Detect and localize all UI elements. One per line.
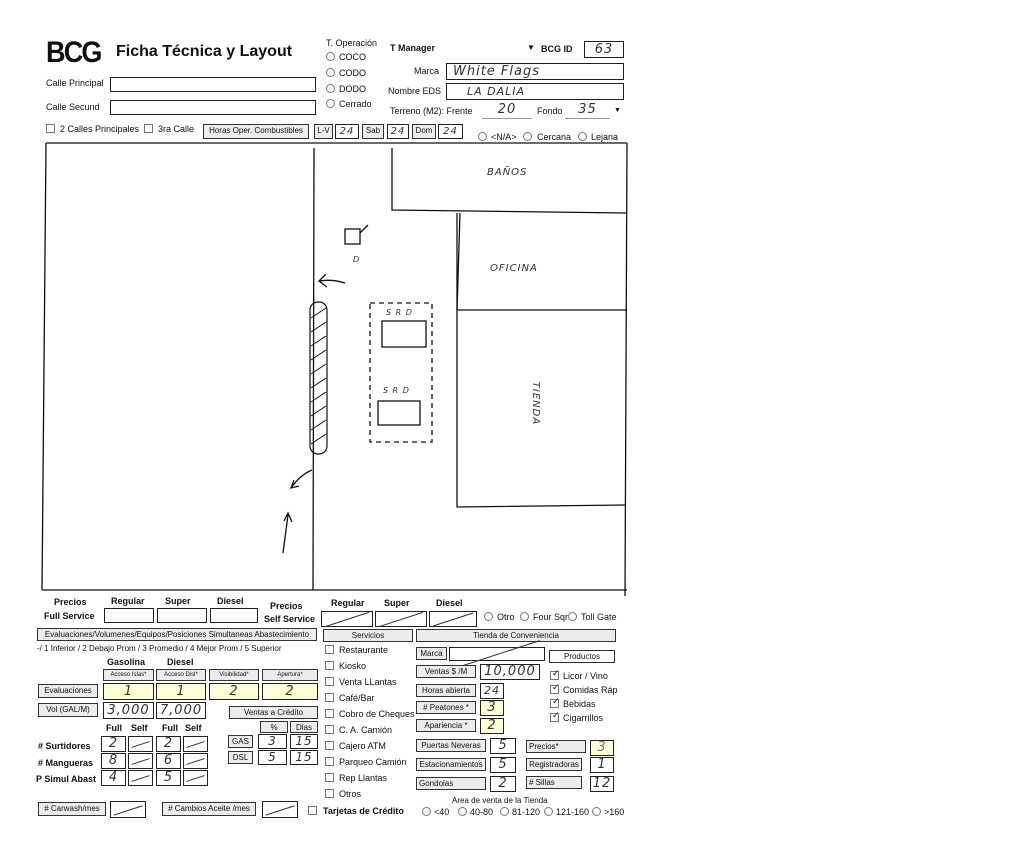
- full-service-label: Full Service: [44, 611, 95, 621]
- fondo-dropdown-icon[interactable]: ▼: [614, 107, 621, 114]
- hatched-island: [310, 302, 327, 454]
- self-super-header: Super: [384, 598, 410, 608]
- otro-label: Otro: [497, 612, 515, 622]
- vol-label: Vol (GAL/M): [38, 703, 98, 717]
- cambios-aceite-field[interactable]: [262, 801, 298, 818]
- gondolas-field[interactable]: 2: [490, 776, 516, 792]
- eval-acceso-disl[interactable]: 1: [156, 683, 206, 700]
- evaluaciones-header: Evaluaciones/Volumenes/Equipos/Posiciones Simultaneas Abastecimiento: [37, 628, 317, 641]
- calle-secund-label: Calle Secund: [46, 102, 100, 112]
- acceso-islas-header: Acceso Islas*: [103, 669, 154, 681]
- servicio-checkbox[interactable]: [325, 709, 334, 718]
- terreno-label: Terreno (M2): Frente: [390, 106, 473, 116]
- mangueras-label: # Mangueras: [38, 758, 94, 768]
- evaluation-scale: -/ 1 Inferior / 2 Debajo Prom / 3 Promedio / 4 Mejor Prom / 5 Superior: [37, 644, 282, 653]
- area-option-label: 121-160: [556, 807, 590, 817]
- self-precios-label: Precios: [270, 601, 303, 611]
- servicios-header: Servicios: [323, 629, 413, 642]
- credito-gas-pct[interactable]: 3: [258, 734, 287, 749]
- tienda-header: Tienda de Conveniencia: [416, 629, 616, 642]
- producto-label: Cigarrillos: [563, 713, 604, 723]
- area-radio[interactable]: [500, 807, 509, 816]
- area-option-label: <40: [434, 807, 450, 817]
- surtidores-dsl-full[interactable]: 2: [156, 736, 181, 752]
- surtidores-gas-self[interactable]: [128, 736, 153, 752]
- carwash-field[interactable]: [110, 801, 146, 818]
- simul-gas-self[interactable]: [128, 770, 153, 786]
- dom-hours-field[interactable]: 24: [438, 124, 463, 139]
- self-regular-header: Regular: [331, 598, 365, 608]
- area-radio[interactable]: [458, 807, 467, 816]
- t-manager-label: T Manager: [390, 43, 436, 53]
- operacion-title: T. Operación: [326, 38, 378, 48]
- area-option-label: 81-120: [512, 807, 541, 817]
- precios-label: Precios: [54, 597, 87, 607]
- gas-full-header: Full: [106, 723, 122, 733]
- servicio-checkbox[interactable]: [325, 661, 334, 670]
- page-title: Ficha Técnica y Layout: [116, 43, 293, 60]
- diesel-eval-header: Diesel: [167, 657, 194, 667]
- lv-hours-field[interactable]: 24: [335, 124, 359, 139]
- toll-gate-radio[interactable]: [568, 612, 577, 621]
- self-regular-price[interactable]: [321, 611, 373, 627]
- servicio-checkbox[interactable]: [325, 757, 334, 766]
- dsl-self-header: Self: [185, 723, 202, 733]
- otro-radio[interactable]: [484, 612, 493, 621]
- bcg-logo: BCG: [46, 36, 101, 69]
- island-2-label: S R D: [383, 386, 410, 395]
- producto-checkbox[interactable]: ✓: [552, 668, 560, 678]
- mangueras-gas-self[interactable]: [128, 753, 153, 769]
- estacionamientos-field[interactable]: 5: [490, 757, 516, 773]
- precios-tienda-field[interactable]: 3: [590, 740, 614, 756]
- fondo-field[interactable]: 35: [565, 102, 610, 119]
- mangueras-gas-full[interactable]: 8: [101, 753, 126, 769]
- calles-principales-label: 2 Calles Principales: [60, 124, 140, 134]
- bcg-id-label: BCG ID: [541, 44, 573, 54]
- gas-self-header: Self: [131, 723, 148, 733]
- vol-diesel[interactable]: 7,000: [156, 702, 206, 719]
- servicio-checkbox[interactable]: [325, 725, 334, 734]
- servicio-label: Parqueo Camión: [339, 757, 407, 767]
- cerrado-label: Cerrado: [339, 99, 372, 109]
- self-diesel-header: Diesel: [436, 598, 463, 608]
- servicio-checkbox[interactable]: [325, 677, 334, 686]
- producto-label: Comidas Ráp: [563, 685, 618, 695]
- full-super-price[interactable]: [157, 608, 207, 623]
- na-label: <N/A>: [491, 132, 517, 142]
- oficina-outline: [457, 213, 627, 310]
- servicio-label: Cobro de Cheques: [339, 709, 415, 719]
- fondo-label: Fondo: [537, 106, 563, 116]
- oficina-label: OFICINA: [490, 263, 538, 274]
- area-option-label: 40-80: [470, 807, 494, 817]
- sab-hours-field[interactable]: 24: [387, 124, 409, 139]
- horas-abierta-label: Horas abierta: [416, 684, 476, 697]
- acceso-disl-header: Acceso Disl*: [156, 669, 206, 681]
- simul-gas-full[interactable]: 4: [101, 770, 126, 786]
- simul-dsl-self[interactable]: [183, 770, 208, 786]
- estacionamientos-label: Estacionamientos: [416, 758, 486, 771]
- surtidores-label: # Surtidores: [38, 741, 91, 751]
- area-radio[interactable]: [544, 807, 553, 816]
- servicio-label: C. A. Camión: [339, 725, 393, 735]
- eval-visibilidad[interactable]: 2: [209, 683, 259, 700]
- producto-checkbox[interactable]: ✓: [552, 710, 560, 720]
- banos-label: BAÑOS: [487, 167, 528, 178]
- tercera-calle-label: 3ra Calle: [158, 124, 195, 134]
- gasolina-header: Gasolina: [107, 657, 146, 667]
- servicio-checkbox[interactable]: [325, 645, 334, 654]
- pump-island-area: [370, 303, 432, 442]
- frente-field[interactable]: 20: [482, 102, 532, 119]
- area-radio[interactable]: [422, 807, 431, 816]
- apariencia-label: Apariencia *: [416, 719, 476, 732]
- layout-right-border: [625, 143, 627, 596]
- simul-abast-label: P Simul Abast: [36, 774, 97, 784]
- servicio-label: Otros: [339, 789, 362, 799]
- sillas-field[interactable]: 12: [590, 776, 614, 792]
- servicio-label: Restaurante: [339, 645, 389, 655]
- toll-gate-label: Toll Gate: [581, 612, 617, 622]
- flow-arrow-2: [291, 470, 312, 488]
- credito-gas-dias[interactable]: 15: [290, 734, 318, 749]
- producto-checkbox[interactable]: ✓: [552, 682, 560, 692]
- island-1-label: S R D: [386, 308, 413, 317]
- banos-outline: [392, 148, 627, 213]
- servicio-label: Rep Llantas: [339, 773, 388, 783]
- pct-header: %: [260, 721, 288, 733]
- pump-island-2: [378, 401, 420, 425]
- mangueras-dsl-full[interactable]: 6: [156, 753, 181, 769]
- lejana-label: Lejana: [591, 132, 619, 142]
- tienda-label: TIENDA: [530, 381, 542, 426]
- marca-label: Marca: [414, 66, 440, 76]
- diesel-header: Diesel: [217, 596, 244, 606]
- credito-gas-label: GAS: [228, 735, 253, 748]
- tienda-marca-field[interactable]: [449, 647, 545, 661]
- apertura-header: Apertura*: [262, 669, 318, 681]
- credito-dsl-dias[interactable]: 15: [290, 750, 318, 765]
- gondolas-label: Gondolas: [416, 777, 486, 790]
- servicio-label: Kiosko: [339, 661, 367, 671]
- sillas-label: # Sillas: [526, 776, 582, 789]
- bcg-id-field[interactable]: 63: [584, 41, 624, 58]
- visibilidad-header: Visibilidad*: [209, 669, 259, 681]
- evaluaciones-label: Evaluaciones: [38, 684, 98, 698]
- t-manager-dropdown-icon[interactable]: ▼: [527, 43, 535, 52]
- lv-label: L-V: [314, 124, 333, 139]
- area-venta-label: Area de venta de la Tienda: [452, 796, 548, 805]
- calle-principal-label: Calle Principal: [46, 78, 104, 88]
- producto-label: Bebidas: [563, 699, 596, 709]
- marca-field[interactable]: White Flags: [446, 63, 624, 80]
- sab-label: Sab: [362, 124, 384, 139]
- nombre-eds-field[interactable]: LA DALIA: [446, 83, 624, 100]
- credito-dsl-pct[interactable]: 5: [258, 750, 287, 765]
- self-super-price[interactable]: [375, 611, 427, 627]
- vol-gasolina[interactable]: 3,000: [103, 702, 154, 719]
- tarjetas-credito-checkbox[interactable]: [308, 806, 317, 815]
- servicio-label: Venta LLantas: [339, 677, 397, 687]
- servicio-label: Cajero ATM: [339, 741, 386, 751]
- peatones-label: # Peatones *: [416, 701, 476, 714]
- four-sqr-radio[interactable]: [520, 612, 529, 621]
- peatones-field[interactable]: 3: [480, 700, 504, 716]
- mangueras-dsl-self[interactable]: [183, 753, 208, 769]
- horas-oper-button[interactable]: Horas Oper. Combustibles: [203, 124, 309, 139]
- dias-header: Dias: [290, 721, 318, 733]
- layout-divider-vertical: [313, 148, 314, 590]
- dodo-label: DODO: [339, 84, 366, 94]
- surtidores-dsl-self[interactable]: [183, 736, 208, 752]
- registradoras-label: Registradoras: [526, 758, 582, 771]
- credito-dsl-label: DSL: [228, 751, 253, 764]
- tienda-outline: [457, 213, 625, 507]
- pump-island-1: [382, 321, 426, 347]
- producto-label: Licor / Vino: [563, 671, 608, 681]
- surtidores-gas-full[interactable]: 2: [101, 736, 126, 752]
- regular-header: Regular: [111, 596, 145, 606]
- simul-dsl-full[interactable]: 5: [156, 770, 181, 786]
- puertas-neveras-field[interactable]: 5: [490, 738, 516, 754]
- apariencia-field[interactable]: 2: [480, 718, 504, 734]
- ventas-label: Ventas $ /M: [416, 665, 476, 678]
- ventas-field[interactable]: 10,000: [480, 664, 540, 680]
- cercana-label: Cercana: [537, 132, 572, 142]
- dsl-full-header: Full: [162, 723, 178, 733]
- dom-label: Dom: [412, 124, 436, 139]
- servicio-checkbox[interactable]: [325, 773, 334, 782]
- self-service-label: Self Service: [264, 614, 316, 624]
- full-diesel-price[interactable]: [210, 608, 258, 623]
- servicio-checkbox[interactable]: [325, 693, 334, 702]
- horas-abierta-field[interactable]: 24: [480, 683, 504, 699]
- producto-checkbox[interactable]: ✓: [552, 696, 560, 706]
- nombre-eds-label: Nombre EDS: [388, 86, 442, 96]
- four-sqr-label: Four Sqr: [533, 612, 569, 622]
- registradoras-field[interactable]: 1: [590, 757, 614, 773]
- carwash-label: # Carwash/mes: [38, 802, 106, 816]
- precios-tienda-label: Precios*: [526, 740, 586, 753]
- productos-header: Productos: [549, 650, 615, 663]
- area-option-label: >160: [604, 807, 625, 817]
- cambios-aceite-label: # Cambios Aceite /mes: [162, 802, 256, 816]
- self-diesel-price[interactable]: [429, 611, 477, 627]
- super-header: Super: [165, 596, 191, 606]
- tienda-marca-label: Marca: [416, 647, 447, 660]
- servicio-checkbox[interactable]: [325, 789, 334, 798]
- coco-label: COCO: [339, 52, 366, 62]
- codo-label: CODO: [339, 68, 366, 78]
- servicio-label: Café/Bar: [339, 693, 375, 703]
- ventas-credito-button[interactable]: Ventas a Crédito: [229, 706, 318, 719]
- dispenser-box: [345, 229, 360, 244]
- dispenser-label: D: [353, 255, 361, 264]
- flow-arrow-1: [320, 280, 345, 283]
- full-regular-price[interactable]: [104, 608, 154, 623]
- tarjetas-credito-label: Tarjetas de Crédito: [323, 806, 404, 816]
- eval-acceso-islas[interactable]: 1: [103, 683, 154, 700]
- puertas-neveras-label: Puertas Neveras: [416, 739, 486, 752]
- eval-apertura[interactable]: 2: [262, 683, 318, 700]
- servicio-checkbox[interactable]: [325, 741, 334, 750]
- area-radio[interactable]: [592, 807, 601, 816]
- layout-left-border: [42, 143, 46, 590]
